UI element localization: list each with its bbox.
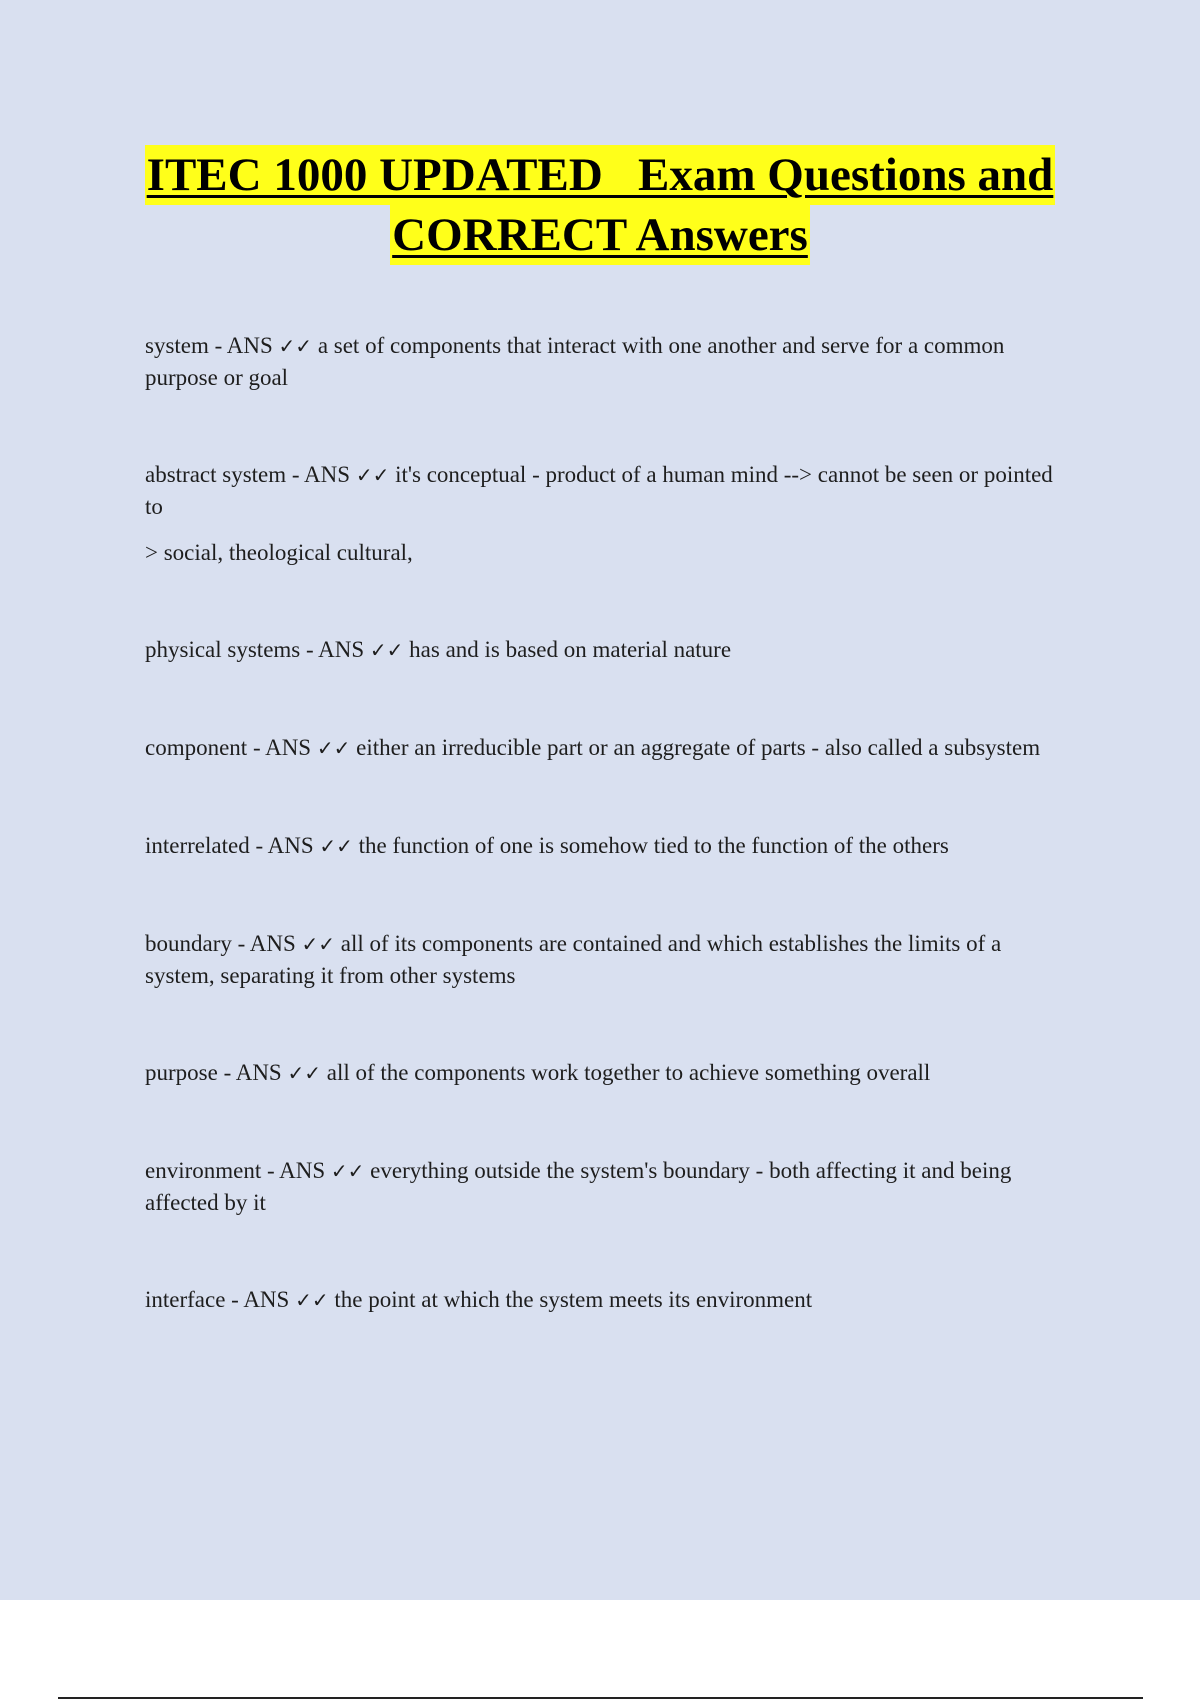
double-check-icon: ✓✓	[301, 932, 336, 956]
qa-entry-interrelated	[145, 830, 1065, 862]
entry-definition: all of its components are contained and which establishes the limits of a system, separating it from other systems	[145, 931, 1007, 988]
entry-term: purpose - ANS	[145, 1060, 288, 1085]
title-line-2: CORRECT Answers	[390, 205, 810, 265]
double-check-icon: ✓✓	[295, 1288, 329, 1312]
double-check-icon: ✓✓	[278, 334, 313, 358]
qa-entry-purpose	[145, 1057, 1065, 1089]
double-check-icon: ✓✓	[369, 638, 404, 662]
entry-definition: the point at which the system meets its environment	[328, 1287, 813, 1312]
page-divider	[58, 1697, 1143, 1699]
double-check-icon: ✓✓	[319, 834, 353, 858]
entry-definition: either an irreducible part or an aggregate of parts - also called a subsystem	[350, 735, 1041, 760]
double-check-icon: ✓✓	[287, 1061, 321, 1085]
qa-entry-abstract-system	[145, 459, 1065, 522]
qa-entry-physical-systems	[145, 634, 1065, 666]
entry-definition: a set of components that interact with one another and serve for a common purpose or goal	[145, 333, 1011, 390]
qa-entry-boundary	[145, 928, 1065, 991]
entry-extra-note: > social, theological cultural,	[145, 540, 413, 565]
entry-term: interface - ANS	[145, 1287, 296, 1312]
qa-entry-environment	[145, 1155, 1065, 1218]
double-check-icon: ✓✓	[330, 1159, 365, 1183]
entry-term: abstract system - ANS	[145, 462, 356, 487]
entry-term: interrelated - ANS	[145, 833, 320, 858]
title-line-1: ITEC 1000 UPDATED Exam Questions and	[145, 145, 1056, 205]
double-check-icon: ✓✓	[355, 463, 390, 487]
qa-entry-interface	[145, 1284, 1065, 1316]
entry-definition: has and is based on material nature	[403, 637, 732, 662]
document-title	[0, 145, 1200, 265]
entry-definition: everything outside the system's boundary - both affecting it and being affected by it	[145, 1158, 1018, 1215]
qa-list	[145, 330, 1065, 1316]
entry-term: physical systems - ANS	[145, 637, 370, 662]
entry-definition: all of the components work together to achieve something overall	[321, 1060, 931, 1085]
double-check-icon: ✓✓	[316, 736, 351, 760]
entry-term: system - ANS	[145, 333, 279, 358]
entry-definition: it's conceptual - product of a human mind --> cannot be seen or pointed to	[145, 462, 1059, 519]
qa-entry-component	[145, 732, 1065, 764]
entry-term: boundary - ANS	[145, 931, 302, 956]
entry-definition: the function of one is somehow tied to the function of the others	[352, 833, 949, 858]
qa-entry-system	[145, 330, 1065, 393]
entry-term: environment - ANS	[145, 1158, 331, 1183]
entry-term: component - ANS	[145, 735, 317, 760]
